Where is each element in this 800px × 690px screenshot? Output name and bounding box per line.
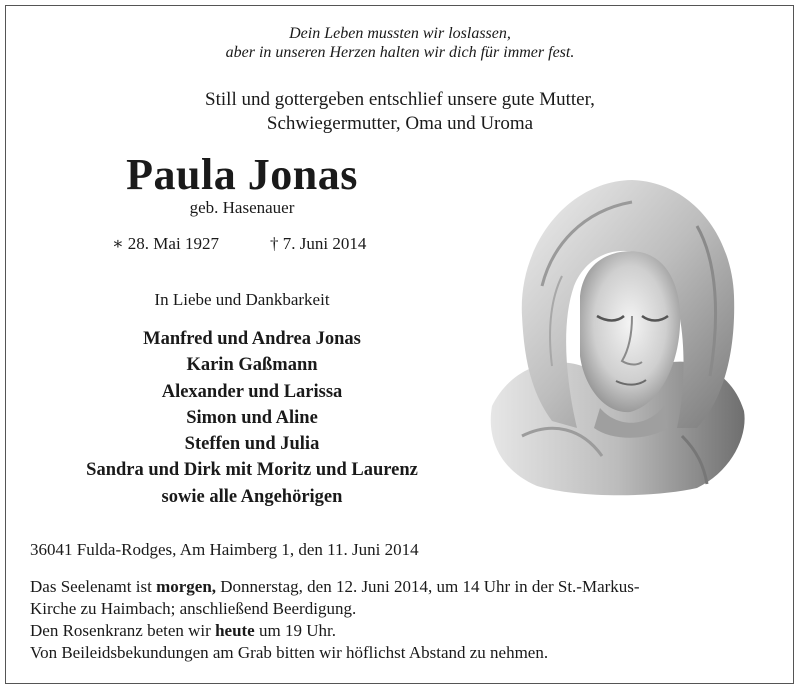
notice-line-1 [30, 576, 780, 598]
place-and-date: 36041 Fulda-Rodges, Am Haimberg 1, den 11. Juni 2014 [30, 540, 419, 559]
notice-line-3 [30, 620, 780, 642]
notice-emphasis: heute [215, 621, 255, 640]
motto [0, 24, 800, 62]
intro-line-2: Schwiegermutter, Oma und Uroma [266, 113, 534, 134]
mourner-entry: Alexander und Larissa [161, 381, 343, 402]
notice-text: Das Seelenamt ist [30, 577, 157, 596]
notice-text: um 19 Uhr. [254, 621, 336, 640]
motto-line-2: aber in unseren Herzen halten wir dich für immer fest. [225, 44, 575, 61]
birth-name: geb. Hasenauer [189, 198, 295, 217]
death-date: † 7. Juni 2014 [270, 234, 367, 253]
madonna-sculpture-image [482, 166, 750, 496]
motto-line-1: Dein Leben mussten wir loslassen, [289, 25, 511, 42]
mourner-entry: sowie alle Angehörigen [161, 486, 343, 507]
mourners-list [52, 326, 452, 510]
notice-line-4: Von Beileidsbekundungen am Grab bitten wir höflichst Abstand zu nehmen. [30, 643, 549, 662]
intro-line-1: Still und gottergeben entschlief unsere gute Mutter, [205, 89, 595, 110]
notice-text: Den Rosenkranz beten wir [30, 621, 216, 640]
notice-text: Donnerstag, den 12. Juni 2014, um 14 Uhr in der St.-Markus- [216, 577, 640, 596]
mourner-entry: Steffen und Julia [184, 434, 320, 455]
mourner-entry: Sandra und Dirk mit Moritz und Laurenz [86, 460, 418, 481]
mourner-entry: Manfred und Andrea Jonas [143, 329, 361, 349]
birth-date: ∗ 28. Mai 1927 [112, 234, 219, 253]
mourner-entry: Simon und Aline [186, 407, 318, 428]
deceased-name: Paula Jonas [126, 150, 358, 199]
notice-emphasis: morgen, [156, 577, 217, 596]
mourner-entry: Karin Gaßmann [186, 355, 318, 376]
intro-text [0, 88, 800, 136]
notice-line-2: Kirche zu Haimbach; anschließend Beerdigung. [30, 599, 357, 618]
gratitude-line: In Liebe und Dankbarkeit [154, 290, 330, 309]
service-notice [30, 576, 780, 664]
